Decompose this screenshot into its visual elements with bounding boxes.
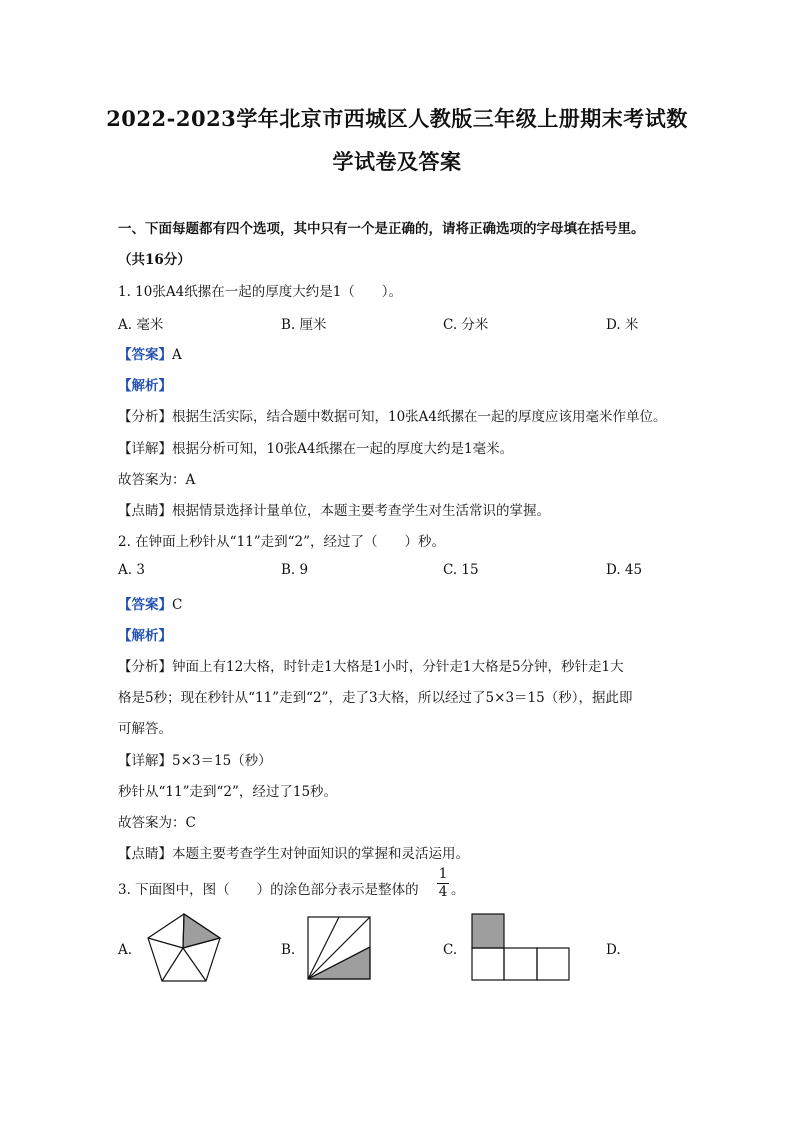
fenxi-text: 钟面上有12大格，时针走1大格是1小时，分针走1大格是5分钟，秒针走1大 (172, 659, 624, 675)
q2-analysis (118, 624, 172, 644)
page-title: 2022-2023学年北京市西城区人教版三年级上册期末考试数 (106, 106, 688, 131)
answer-tag: 【答案】 (118, 347, 172, 363)
dianjing-tag: 【点睛】 (118, 846, 172, 862)
q1-option-d: D. 米 (606, 317, 639, 333)
dianjing-tag: 【点睛】 (118, 503, 172, 519)
figure-b-square (304, 913, 374, 983)
xiangjie-text: 根据分析可知，10张A4纸摞在一起的厚度大约是1毫米。 (172, 441, 514, 457)
q1-xiangjie (118, 437, 513, 457)
q2-option-a: A. 3 (118, 562, 145, 578)
q2-fenxi-line2: 格是5秒；现在秒针从“11”走到“2”，走了3大格，所以经过了5×3＝15（秒），据此即 (118, 690, 633, 706)
q1-option-a: A. 毫米 (118, 317, 164, 333)
q2-option-c: C. 15 (443, 562, 479, 578)
q2-option-d: D. 45 (606, 562, 643, 578)
analysis-tag: 【解析】 (118, 378, 172, 394)
fraction-one-quarter (436, 867, 450, 900)
page-title-line2: 学试卷及答案 (332, 149, 462, 174)
q2-option-b: B. 9 (281, 562, 309, 578)
xiangjie-text: 5×3＝15（秒） (172, 753, 272, 769)
q1-answer (118, 343, 182, 363)
q2-dianjing (118, 842, 469, 862)
q1-stem: 1. 10张A4纸摞在一起的厚度大约是1（ ）。 (118, 284, 403, 300)
xiangjie-tag: 【详解】 (118, 753, 172, 769)
q2-answer (118, 593, 182, 613)
q3-stem-end: 。 (451, 882, 465, 898)
q2-stem: 2. 在钟面上秒针从“11”走到“2”，经过了（ ）秒。 (118, 534, 446, 550)
q1-final: 故答案为：A (118, 472, 196, 488)
q1-option-c: C. 分米 (443, 317, 489, 333)
q3-stem: 3. 下面图中，图（ ）的涂色部分表示是整体的 (118, 882, 419, 898)
q3-option-b: B. (281, 942, 296, 958)
q3-option-a: A. (118, 942, 133, 958)
section-points: （共16分） (118, 252, 191, 268)
q1-analysis (118, 374, 172, 394)
q2-fenxi (118, 655, 624, 675)
answer-value: A (172, 347, 182, 363)
answer-tag: 【答案】 (118, 597, 172, 613)
fenxi-text: 根据生活实际，结合题中数据可知，10张A4纸摞在一起的厚度应该用毫米作单位。 (172, 409, 667, 425)
fenxi-tag: 【分析】 (118, 659, 172, 675)
xiangjie-tag: 【详解】 (118, 441, 172, 457)
q3-option-c: C. (443, 942, 458, 958)
fenxi-tag: 【分析】 (118, 409, 172, 425)
figure-a-pentagon (143, 910, 227, 990)
analysis-tag: 【解析】 (118, 628, 172, 644)
dianjing-text: 本题主要考查学生对钟面知识的掌握和灵活运用。 (172, 846, 469, 862)
figure-c-squares (469, 910, 573, 984)
answer-value: C (172, 597, 183, 613)
fraction-numerator: 1 (438, 866, 448, 882)
section-heading: 一、下面每题都有四个选项，其中只有一个是正确的，请将正确选项的字母填在括号里。 (118, 221, 645, 237)
q2-xiangjie-line2: 秒针从“11”走到“2”，经过了15秒。 (118, 784, 338, 800)
q1-option-b: B. 厘米 (281, 317, 327, 333)
fraction-denominator: 4 (438, 884, 448, 900)
dianjing-text: 根据情景选择计量单位，本题主要考查学生对生活常识的掌握。 (172, 503, 550, 519)
q1-dianjing (118, 499, 550, 519)
q2-fenxi-line3: 可解答。 (118, 721, 172, 737)
q1-fenxi (118, 405, 667, 425)
q3-option-d: D. (606, 942, 621, 958)
q2-final: 故答案为：C (118, 815, 196, 831)
shaded-square (472, 914, 504, 948)
q2-xiangjie (118, 749, 272, 769)
